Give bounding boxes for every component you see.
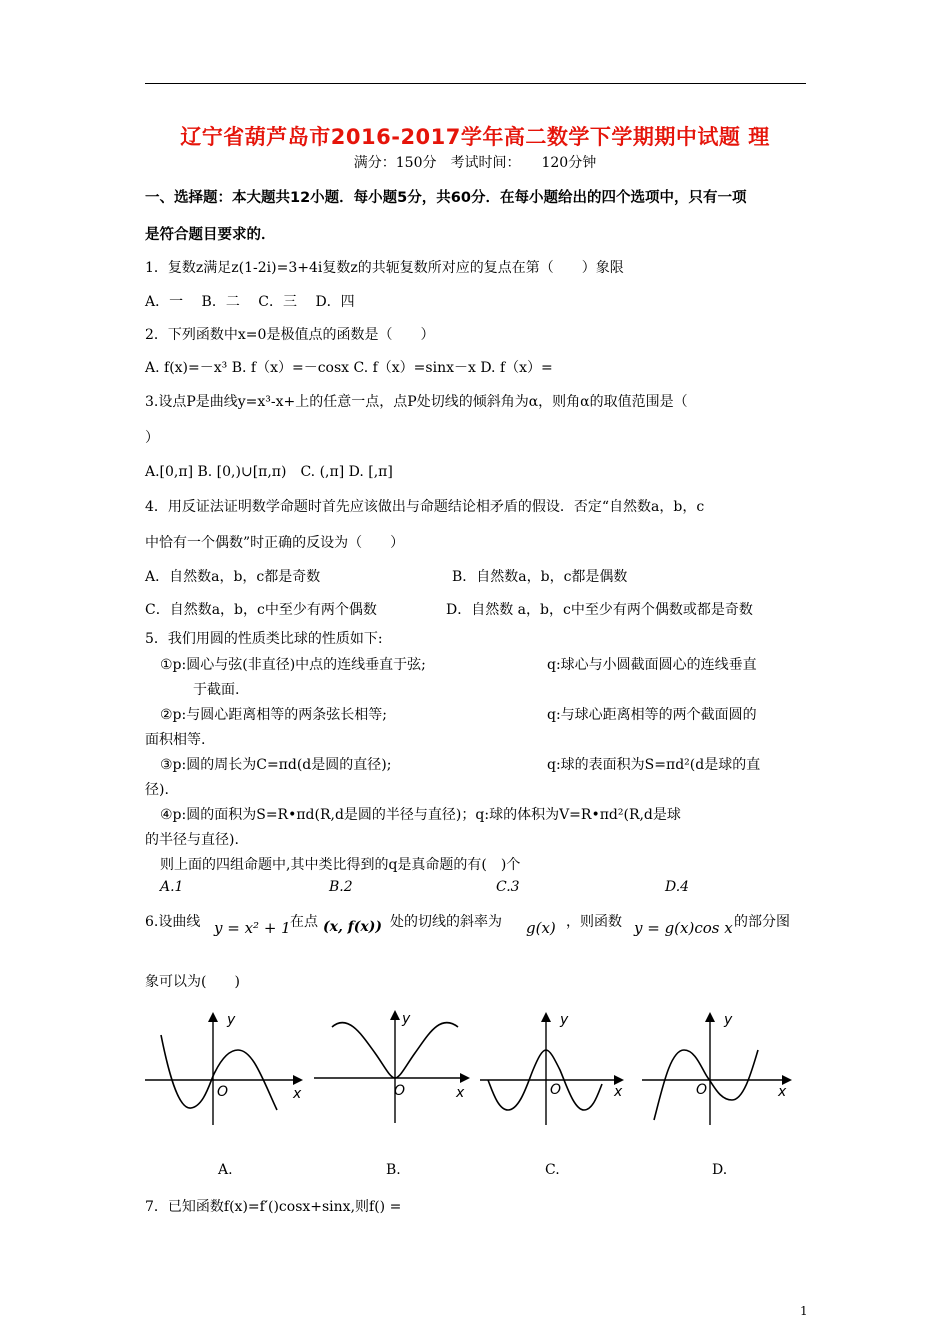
exam-subtitle: 满分：150分 考试时间： 120分钟 xyxy=(353,155,597,171)
q5-q1: q:球心与小圆截面圆心的连线垂直 xyxy=(547,657,757,673)
q5-p1: ①p:圆心与弦(非直径)中点的连线垂直于弦; xyxy=(160,657,426,673)
q6-formula-function: y = g(x)cos x xyxy=(634,919,733,937)
axis-x-label: x xyxy=(293,1086,302,1102)
q4-option-c: C．自然数a，b，c中至少有两个偶数 xyxy=(145,602,377,618)
q5-q1-cont: 于截面. xyxy=(193,682,240,698)
q6-stem-b: 在点 xyxy=(290,914,318,930)
q4-option-d: D．自然数 a，b，c中至少有两个偶数或都是奇数 xyxy=(446,602,753,618)
q3-stem-line2: ） xyxy=(145,430,159,446)
q5-q3: q:球的表面积为S=πd²(d是球的直 xyxy=(547,757,761,773)
q7-stem: 7．已知函数f(x)=f′()cosx+sinx,则f() = xyxy=(145,1199,402,1215)
q2-stem: 2．下列函数中x=0是极值点的函数是（ ） xyxy=(145,327,435,343)
q3-stem-line1: 3.设点P是曲线y=x³-x+上的任意一点，点P处切线的倾斜角为α，则角α的取值范围是（ xyxy=(145,394,688,410)
axis-x-label: x xyxy=(456,1085,465,1101)
q6-graph-b xyxy=(310,1005,472,1127)
q5-p2: ②p:与圆心距离相等的两条弦长相等; xyxy=(160,707,387,723)
section-heading-line1: 一、选择题：本大题共12小题．每小题5分，共60分．在每小题给出的四个选项中，只有一项 xyxy=(145,190,747,206)
q5-q2-cont: 面积相等. xyxy=(145,732,206,748)
q4-stem-line2: 中恰有一个偶数”时正确的反设为（ ） xyxy=(145,535,405,551)
axis-y-label: y xyxy=(402,1011,411,1027)
page-number: 1 xyxy=(800,1304,808,1318)
q3-options: A.[0,π] B. [0,)∪[π,π) C. (,π] D. [,π] xyxy=(145,464,393,480)
q1-stem: 1．复数z满足z(1-2i)=3+4i复数z的共轭复数所对应的复点在第（ ）象限 xyxy=(145,260,624,276)
q6-graph-d xyxy=(640,1010,798,1130)
q6-graph-label-a: A. xyxy=(218,1162,233,1178)
q5-p3: ③p:圆的周长为C=πd(d是圆的直径); xyxy=(160,757,392,773)
q5-option-d: D.4 xyxy=(665,879,690,895)
q2-options: A. f(x)=－x³ B. f（x）=－cosx C. f（x）=sinx－x D. f（x）= xyxy=(145,360,553,376)
section-heading-line2: 是符合题目要求的． xyxy=(145,227,276,243)
exam-title: 辽宁省葫芦岛市2016-2017学年高二数学下学期期中试题 理 xyxy=(180,125,770,149)
q4-option-b: B．自然数a，b，c都是偶数 xyxy=(452,569,628,585)
axis-y-label: y xyxy=(560,1012,569,1028)
origin-label: O xyxy=(696,1082,708,1098)
q6-formula-curve: y = x² + 1 xyxy=(214,919,291,937)
q5-ask: 则上面的四组命题中,其中类比得到的q是真命题的有( )个 xyxy=(160,857,521,873)
origin-label: O xyxy=(394,1083,406,1099)
q5-q3-cont: 径). xyxy=(145,782,169,798)
q6-graph-c xyxy=(478,1010,630,1130)
q6-graph-label-d: D. xyxy=(712,1162,728,1178)
axis-x-label: x xyxy=(778,1084,787,1100)
origin-label: O xyxy=(217,1084,229,1100)
q5-option-c: C.3 xyxy=(496,879,520,895)
q6-formula-point: (x, f(x)) xyxy=(323,919,382,935)
q5-p4: ④p:圆的面积为S=R•πd(R,d是圆的半径与直径)；q:球的体积为V=R•πd²(R,d是球 xyxy=(160,807,681,823)
q6-stem-d: ，则函数 xyxy=(566,914,622,930)
origin-label: O xyxy=(550,1082,562,1098)
q4-stem-line1: 4．用反证法证明数学命题时首先应该做出与命题结论相矛盾的假设．否定“自然数a，b，c xyxy=(145,499,705,515)
q6-formula-slope: g(x) xyxy=(526,919,556,937)
q6-graph-label-c: C. xyxy=(545,1162,560,1178)
q6-graph-a xyxy=(143,1010,305,1130)
q5-stem: 5．我们用圆的性质类比球的性质如下: xyxy=(145,631,383,647)
q5-option-b: B.2 xyxy=(329,879,353,895)
q6-stem-e: 的部分图 xyxy=(734,914,790,930)
q4-option-a: A．自然数a，b，c都是奇数 xyxy=(145,569,321,585)
q6-graph-label-b: B. xyxy=(386,1162,401,1178)
q6-stem-a: 6.设曲线 xyxy=(145,914,201,930)
q6-stem-c: 处的切线的斜率为 xyxy=(390,914,502,930)
q1-options: A．一 B．二 C．三 D．四 xyxy=(145,294,355,310)
q6-stem-line2: 象可以为( ) xyxy=(145,974,240,990)
q5-p4-cont: 的半径与直径). xyxy=(145,832,239,848)
q5-option-a: A.1 xyxy=(160,879,184,895)
axis-x-label: x xyxy=(614,1084,623,1100)
axis-y-label: y xyxy=(724,1012,733,1028)
axis-y-label: y xyxy=(227,1012,236,1028)
q5-q2: q:与球心距离相等的两个截面圆的 xyxy=(547,707,757,723)
header-rule xyxy=(145,83,806,84)
